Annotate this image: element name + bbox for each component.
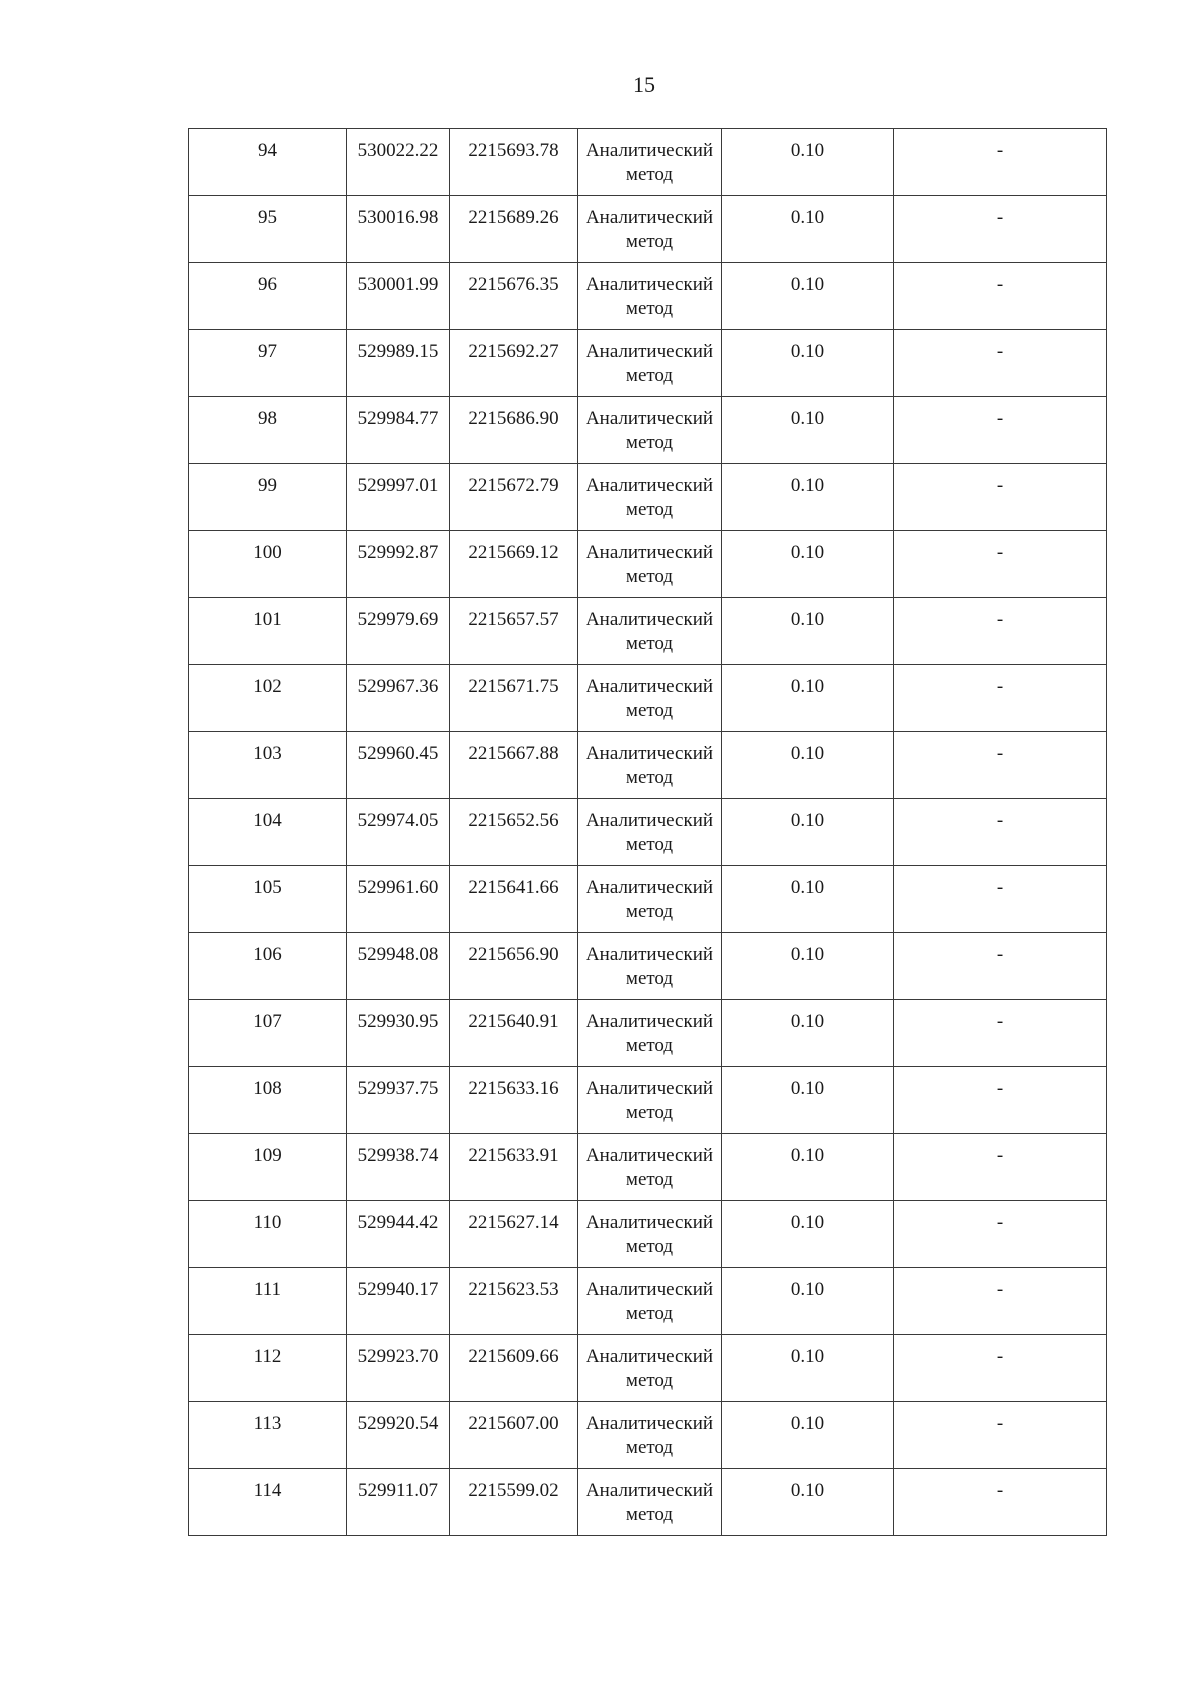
method-cell: [578, 1402, 722, 1469]
x-coordinate-cell: 529997.01: [347, 464, 450, 531]
method-cell: [578, 196, 722, 263]
method-line-1: Аналитический: [585, 1011, 714, 1032]
point-number-cell: 104: [189, 799, 347, 866]
point-number-cell: 106: [189, 933, 347, 1000]
method-line-2: метод: [625, 633, 674, 654]
precision-cell: 0.10: [722, 330, 894, 397]
x-coordinate-cell: 529920.54: [347, 1402, 450, 1469]
y-coordinate-cell: 2215609.66: [450, 1335, 578, 1402]
method-line-2: метод: [625, 231, 674, 252]
method-line-2: метод: [625, 1035, 674, 1056]
note-cell: -: [894, 129, 1107, 196]
precision-cell: 0.10: [722, 732, 894, 799]
method-cell: [578, 531, 722, 598]
y-coordinate-cell: 2215669.12: [450, 531, 578, 598]
point-number-cell: 108: [189, 1067, 347, 1134]
point-number-cell: 103: [189, 732, 347, 799]
note-cell: -: [894, 866, 1107, 933]
method-line-1: Аналитический: [585, 542, 714, 563]
method-line-1: Аналитический: [585, 475, 714, 496]
point-number-cell: 95: [189, 196, 347, 263]
point-number-cell: 107: [189, 1000, 347, 1067]
point-number-cell: 98: [189, 397, 347, 464]
y-coordinate-cell: 2215656.90: [450, 933, 578, 1000]
x-coordinate-cell: 529960.45: [347, 732, 450, 799]
precision-cell: 0.10: [722, 1335, 894, 1402]
table-row: [189, 1469, 1107, 1536]
x-coordinate-cell: 530001.99: [347, 263, 450, 330]
method-cell: [578, 1335, 722, 1402]
method-line-2: метод: [625, 566, 674, 587]
method-line-1: Аналитический: [585, 274, 714, 295]
note-cell: -: [894, 196, 1107, 263]
note-cell: -: [894, 598, 1107, 665]
y-coordinate-cell: 2215623.53: [450, 1268, 578, 1335]
y-coordinate-cell: 2215652.56: [450, 799, 578, 866]
note-cell: -: [894, 397, 1107, 464]
point-number-cell: 94: [189, 129, 347, 196]
method-cell: [578, 397, 722, 464]
table-row: [189, 397, 1107, 464]
y-coordinate-cell: 2215633.16: [450, 1067, 578, 1134]
x-coordinate-cell: 529930.95: [347, 1000, 450, 1067]
method-cell: [578, 1469, 722, 1536]
method-line-1: Аналитический: [585, 341, 714, 362]
y-coordinate-cell: 2215693.78: [450, 129, 578, 196]
method-line-2: метод: [625, 432, 674, 453]
table-row: [189, 1335, 1107, 1402]
y-coordinate-cell: 2215641.66: [450, 866, 578, 933]
note-cell: -: [894, 464, 1107, 531]
point-number-cell: 113: [189, 1402, 347, 1469]
y-coordinate-cell: 2215627.14: [450, 1201, 578, 1268]
x-coordinate-cell: 529984.77: [347, 397, 450, 464]
coordinates-table: [188, 128, 1107, 1536]
method-line-2: метод: [625, 700, 674, 721]
method-cell: [578, 330, 722, 397]
method-line-1: Аналитический: [585, 944, 714, 965]
method-line-2: метод: [625, 499, 674, 520]
note-cell: -: [894, 799, 1107, 866]
method-line-2: метод: [625, 901, 674, 922]
note-cell: -: [894, 263, 1107, 330]
precision-cell: 0.10: [722, 1402, 894, 1469]
point-number-cell: 111: [189, 1268, 347, 1335]
precision-cell: 0.10: [722, 1469, 894, 1536]
method-line-1: Аналитический: [585, 408, 714, 429]
table-row: [189, 196, 1107, 263]
method-line-1: Аналитический: [585, 1078, 714, 1099]
precision-cell: 0.10: [722, 799, 894, 866]
table-row: [189, 1201, 1107, 1268]
method-line-2: метод: [625, 1102, 674, 1123]
precision-cell: 0.10: [722, 1067, 894, 1134]
method-cell: [578, 1067, 722, 1134]
y-coordinate-cell: 2215657.57: [450, 598, 578, 665]
precision-cell: 0.10: [722, 1134, 894, 1201]
precision-cell: 0.10: [722, 598, 894, 665]
table-row: [189, 1402, 1107, 1469]
method-line-2: метод: [625, 1236, 674, 1257]
method-line-2: метод: [625, 834, 674, 855]
method-line-2: метод: [625, 298, 674, 319]
table-row: [189, 866, 1107, 933]
note-cell: -: [894, 732, 1107, 799]
method-line-1: Аналитический: [585, 810, 714, 831]
y-coordinate-cell: 2215689.26: [450, 196, 578, 263]
table-row: [189, 531, 1107, 598]
note-cell: -: [894, 1000, 1107, 1067]
note-cell: -: [894, 665, 1107, 732]
method-line-1: Аналитический: [585, 743, 714, 764]
x-coordinate-cell: 529967.36: [347, 665, 450, 732]
y-coordinate-cell: 2215640.91: [450, 1000, 578, 1067]
x-coordinate-cell: 529923.70: [347, 1335, 450, 1402]
method-line-2: метод: [625, 164, 674, 185]
method-line-2: метод: [625, 365, 674, 386]
table-row: [189, 799, 1107, 866]
precision-cell: 0.10: [722, 1000, 894, 1067]
method-cell: [578, 263, 722, 330]
table-row: [189, 598, 1107, 665]
method-line-1: Аналитический: [585, 1145, 714, 1166]
precision-cell: 0.10: [722, 464, 894, 531]
method-line-2: метод: [625, 1504, 674, 1525]
x-coordinate-cell: 529911.07: [347, 1469, 450, 1536]
method-line-1: Аналитический: [585, 1480, 714, 1501]
x-coordinate-cell: 529979.69: [347, 598, 450, 665]
x-coordinate-cell: 529974.05: [347, 799, 450, 866]
precision-cell: 0.10: [722, 263, 894, 330]
note-cell: -: [894, 1067, 1107, 1134]
note-cell: -: [894, 1134, 1107, 1201]
x-coordinate-cell: 529948.08: [347, 933, 450, 1000]
method-cell: [578, 598, 722, 665]
y-coordinate-cell: 2215633.91: [450, 1134, 578, 1201]
method-line-1: Аналитический: [585, 1346, 714, 1367]
note-cell: -: [894, 1469, 1107, 1536]
table-row: [189, 464, 1107, 531]
point-number-cell: 112: [189, 1335, 347, 1402]
method-line-1: Аналитический: [585, 1212, 714, 1233]
note-cell: -: [894, 1335, 1107, 1402]
method-line-2: метод: [625, 767, 674, 788]
point-number-cell: 110: [189, 1201, 347, 1268]
y-coordinate-cell: 2215667.88: [450, 732, 578, 799]
table-row: [189, 1000, 1107, 1067]
precision-cell: 0.10: [722, 1201, 894, 1268]
x-coordinate-cell: 529940.17: [347, 1268, 450, 1335]
page-number: 15: [633, 72, 655, 97]
method-cell: [578, 129, 722, 196]
y-coordinate-cell: 2215692.27: [450, 330, 578, 397]
table-row: [189, 1067, 1107, 1134]
precision-cell: 0.10: [722, 933, 894, 1000]
note-cell: -: [894, 1402, 1107, 1469]
method-line-1: Аналитический: [585, 877, 714, 898]
method-line-1: Аналитический: [585, 1279, 714, 1300]
table-row: [189, 1134, 1107, 1201]
x-coordinate-cell: 530022.22: [347, 129, 450, 196]
note-cell: -: [894, 330, 1107, 397]
method-line-2: метод: [625, 1370, 674, 1391]
method-line-1: Аналитический: [585, 140, 714, 161]
method-line-1: Аналитический: [585, 1413, 714, 1434]
point-number-cell: 102: [189, 665, 347, 732]
method-cell: [578, 1268, 722, 1335]
point-number-cell: 99: [189, 464, 347, 531]
method-line-2: метод: [625, 968, 674, 989]
x-coordinate-cell: 529961.60: [347, 866, 450, 933]
method-line-2: метод: [625, 1437, 674, 1458]
y-coordinate-cell: 2215599.02: [450, 1469, 578, 1536]
point-number-cell: 105: [189, 866, 347, 933]
y-coordinate-cell: 2215671.75: [450, 665, 578, 732]
y-coordinate-cell: 2215676.35: [450, 263, 578, 330]
table-row: [189, 665, 1107, 732]
table-row: [189, 263, 1107, 330]
note-cell: -: [894, 933, 1107, 1000]
x-coordinate-cell: 529944.42: [347, 1201, 450, 1268]
table-row: [189, 1268, 1107, 1335]
table-row: [189, 732, 1107, 799]
point-number-cell: 109: [189, 1134, 347, 1201]
precision-cell: 0.10: [722, 129, 894, 196]
method-cell: [578, 866, 722, 933]
precision-cell: 0.10: [722, 397, 894, 464]
point-number-cell: 97: [189, 330, 347, 397]
method-cell: [578, 933, 722, 1000]
method-cell: [578, 1000, 722, 1067]
x-coordinate-cell: 529989.15: [347, 330, 450, 397]
table-row: [189, 933, 1107, 1000]
precision-cell: 0.10: [722, 866, 894, 933]
precision-cell: 0.10: [722, 196, 894, 263]
method-cell: [578, 799, 722, 866]
point-number-cell: 101: [189, 598, 347, 665]
x-coordinate-cell: 529938.74: [347, 1134, 450, 1201]
method-line-1: Аналитический: [585, 207, 714, 228]
method-line-1: Аналитический: [585, 676, 714, 697]
method-line-1: Аналитический: [585, 609, 714, 630]
method-cell: [578, 732, 722, 799]
y-coordinate-cell: 2215686.90: [450, 397, 578, 464]
method-cell: [578, 665, 722, 732]
point-number-cell: 100: [189, 531, 347, 598]
x-coordinate-cell: 529992.87: [347, 531, 450, 598]
x-coordinate-cell: 529937.75: [347, 1067, 450, 1134]
method-cell: [578, 1201, 722, 1268]
method-line-2: метод: [625, 1303, 674, 1324]
table-row: [189, 129, 1107, 196]
precision-cell: 0.10: [722, 665, 894, 732]
point-number-cell: 114: [189, 1469, 347, 1536]
note-cell: -: [894, 1268, 1107, 1335]
note-cell: -: [894, 1201, 1107, 1268]
note-cell: -: [894, 531, 1107, 598]
method-cell: [578, 464, 722, 531]
precision-cell: 0.10: [722, 531, 894, 598]
table-row: [189, 330, 1107, 397]
y-coordinate-cell: 2215607.00: [450, 1402, 578, 1469]
coordinates-table-body: [189, 129, 1107, 1536]
method-line-2: метод: [625, 1169, 674, 1190]
x-coordinate-cell: 530016.98: [347, 196, 450, 263]
method-cell: [578, 1134, 722, 1201]
y-coordinate-cell: 2215672.79: [450, 464, 578, 531]
point-number-cell: 96: [189, 263, 347, 330]
precision-cell: 0.10: [722, 1268, 894, 1335]
